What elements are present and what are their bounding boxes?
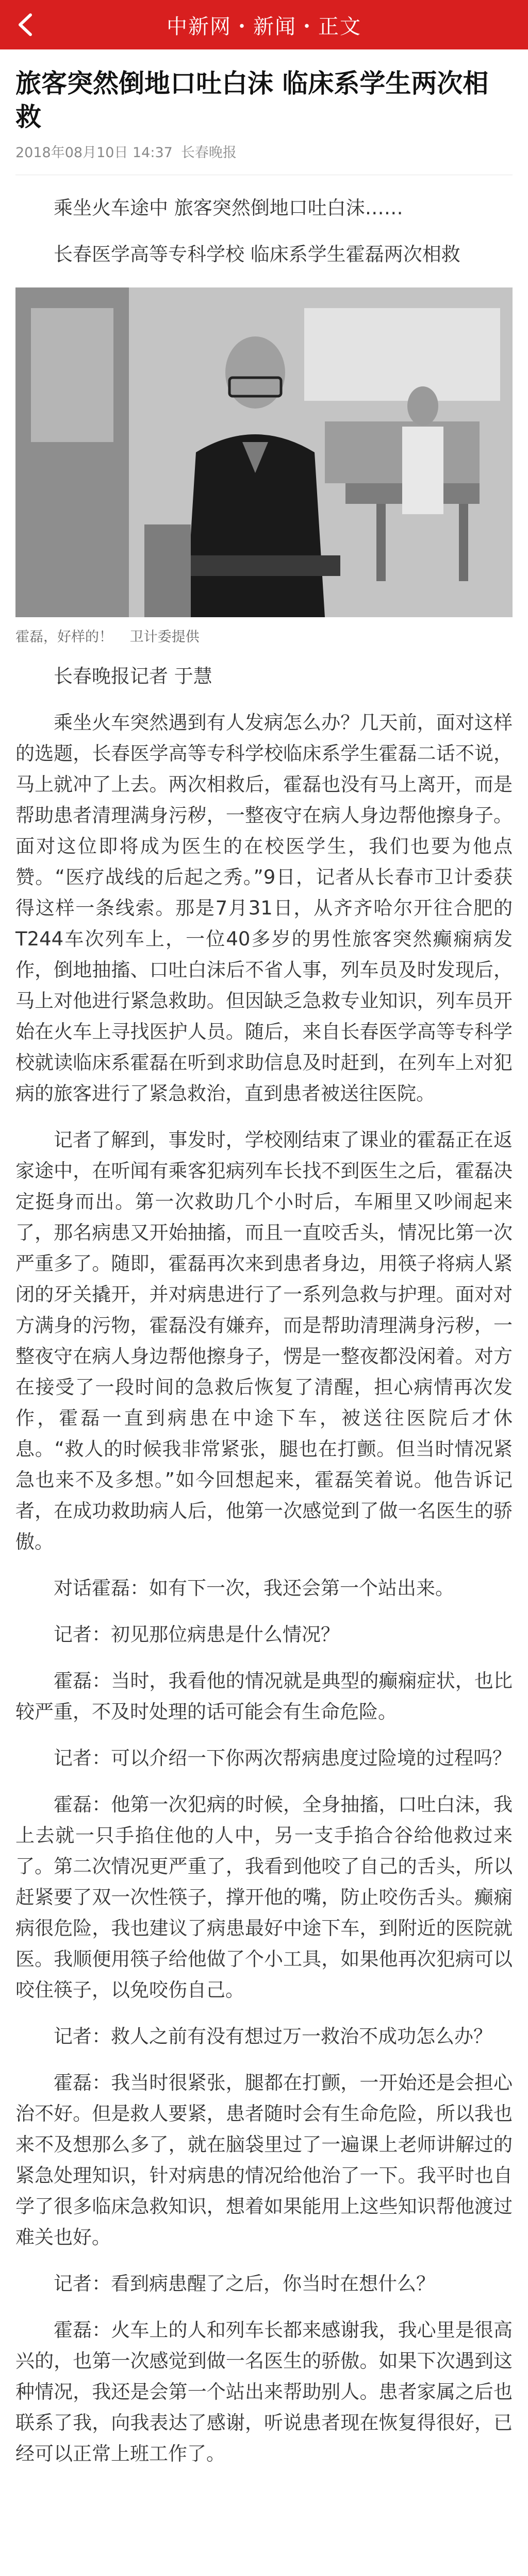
article-photo (15, 287, 513, 617)
article-meta (15, 141, 513, 161)
photo-caption-main: 霍磊，好样的！ (15, 629, 113, 645)
article-body (15, 193, 513, 2469)
paragraph: 乘坐火车突然遇到有人发病怎么办？几天前，面对这样的选题，长春医学高等专科学校临床系学生霍磊二话不说，马上就冲了上去。两次相救后，霍磊也没有马上离开，而是帮助患者清理满身污秽，一整夜守在病人身边帮他擦身子。面对这位即将成为医生的在校医学生，我们也要为他点赞。“医疗战线的后起之秀。”9日，记者从长春市卫计委获得这样一条线索。那是7月31日，从齐齐哈尔开往合肥的T244车次列车上，一位40多岁的男性旅客突然癫痫病发作，倒地抽搐、口吐白沫后不省人事，列车员及时发现后，马上对他进行紧急救助。但因缺乏急救专业知识，列车员开始在火车上寻找医护人员。随后，来自长春医学高等专科学校就读临床系霍磊在听到求助信息及时赶到，在列车上对犯病的旅客进行了紧急救治，直到患者被送往医院。 (15, 711, 513, 1105)
top-nav-bar (0, 0, 528, 49)
article-source: 长春晚报 (180, 145, 237, 161)
back-button[interactable] (11, 11, 38, 38)
nav-title: 中新网・新闻・正文 (167, 14, 361, 39)
reporter-line: 长春晚报记者 于慧 (54, 665, 212, 687)
paragraph: 记者了解到，事发时，学校刚结束了课业的霍磊正在返家途中，在听闻有乘客犯病列车长找不到医生之后，霍磊决定挺身而出。第一次救助几个小时后，车厢里又吵闹起来了，那名病患又开始抽搐，而且一直咬舌头，情况比第一次严重多了。随即，霍磊再次来到患者身边，用筷子将病人紧闭的牙关撬开，并对病患进行了一系列急救与护理。面对对方满身的污物，霍磊没有嫌弃，而是帮助清理满身污秽，一整夜守在病人身边帮他擦身子，愣是一整夜都没闲着。对方在接受了一段时间的急救后恢复了清醒，担心病情再次发作，霍磊一直到病患在中途下车，被送往医院后才休息。“救人的时候我非常紧张，腿也在打颤。但当时情况紧急也来不及多想。”如今回想起来，霍磊笑着说。他告诉记者，在成功救助病人后，他第一次感觉到了做一名医生的骄傲。 (15, 1129, 513, 1553)
paragraph: 霍磊：我当时很紧张，腿都在打颤，一开始还是会担心治不好。但是救人要紧，患者随时会有生命危险，所以我也来不及想那么多了，就在脑袋里过了一遍课上老师讲解过的紧急处理知识，针对病患的情况给他治了一下。我平时也自学了很多临床急救知识，想着如果能用上这些知识帮他渡过难关也好。 (15, 2072, 513, 2248)
paragraph: 霍磊：当时，我看他的情况就是典型的癫痫症状，也比较严重，不及时处理的话可能会有生命危险。 (15, 1670, 513, 1723)
paragraph: 记者：救人之前有没有想过万一救治不成功怎么办？ (54, 2025, 492, 2047)
paragraph: 霍磊：火车上的人和列车长都来感谢我，我心里是很高兴的，也第一次感觉到做一名医生的骄傲。如果下次遇到这种情况，我还是会第一个站出来帮助别人。患者家属之后也联系了我，向我表达了感谢，听说患者现在恢复得很好，已经可以正常上班工作了。 (15, 2319, 513, 2465)
paragraph: 对话霍磊：如有下一次，我还会第一个站出来。 (54, 1577, 454, 1599)
lead-line-1: 乘坐火车途中 旅客突然倒地口吐白沫…… (54, 197, 403, 219)
paragraph: 霍磊：他第一次犯病的时候，全身抽搐，口吐白沫，我上去就一只手掐住他的人中，另一支手掐合谷给他救过来了。第二次情况更严重了，我看到他咬了自己的舌头，所以赶紧要了双一次性筷子，撑开他的嘴，防止咬伤舌头。癫痫病很危险，我也建议了病患最好中途下车，到附近的医院就医。我顺便用筷子给他做了个小工具，如果他再次犯病可以咬住筷子，以免咬伤自己。 (15, 1793, 513, 2001)
photo-illustration (15, 287, 513, 617)
article-date: 2018年08月10日 14:37 (15, 145, 173, 161)
article-title: 旅客突然倒地口吐白沫 临床系学生两次相救 (15, 69, 489, 132)
photo-caption (15, 625, 513, 646)
paragraph: 记者：初见那位病患是什么情况？ (54, 1623, 340, 1646)
article-container (0, 67, 528, 2469)
paragraph: 记者：可以介绍一下你两次帮病患度过险境的过程吗？ (54, 1747, 512, 1769)
chevron-left-icon (16, 13, 34, 37)
lead-line-2: 长春医学高等专科学校 临床系学生霍磊两次相救 (54, 243, 460, 265)
photo-caption-credit: 卫计委提供 (129, 629, 200, 645)
paragraph: 记者：看到病患醒了之后，你当时在想什么？ (54, 2273, 435, 2295)
